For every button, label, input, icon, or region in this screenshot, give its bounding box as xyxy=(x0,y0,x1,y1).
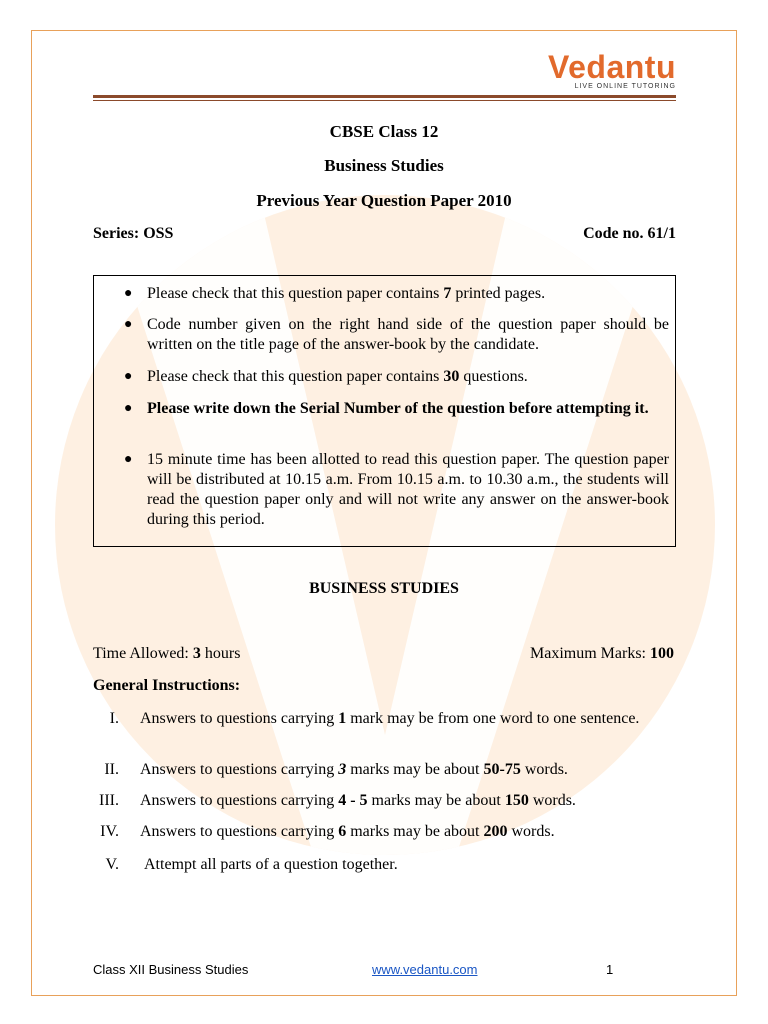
code-number: Code no. 61/1 xyxy=(583,225,676,242)
section-title: BUSINESS STUDIES xyxy=(309,580,459,597)
logo-tagline: LIVE ONLINE TUTORING xyxy=(574,83,676,90)
maximum-marks: Maximum Marks: 100 xyxy=(530,645,674,662)
notice-item: ● Please check that this question paper contains 30 questions. xyxy=(124,368,528,385)
instruction-item: I. Answers to questions carrying 1 mark may be from one word to one sentence. xyxy=(109,710,640,727)
general-instructions-title: General Instructions: xyxy=(93,677,241,694)
series-code-line xyxy=(93,225,676,243)
title-line-1: CBSE Class 12 xyxy=(329,122,439,141)
instruction-item: II. Answers to questions carrying 3 marks may be about 50-75 words. xyxy=(104,761,568,778)
vedantu-logo xyxy=(548,50,676,90)
logo-text: Vedantu xyxy=(548,49,676,85)
series-label: Series: OSS xyxy=(93,225,174,242)
footer-website-link[interactable]: www.vedantu.com xyxy=(372,962,478,977)
page-number: 1 xyxy=(606,962,614,977)
footer-left: Class XII Business Studies xyxy=(93,962,249,977)
instruction-item: IV. Answers to questions carrying 6 marks may be about 200 words. xyxy=(100,823,555,840)
notice-item: ● Please write down the Serial Number of the question before attempting it. xyxy=(124,400,649,417)
notice-item: ● Code number given on the right hand side of the question paper should be written on the title page of the answer-book by the candidate. xyxy=(124,316,669,353)
notice-item: ● 15 minute time has been allotted to read this question paper. The question paper will be distributed at 10.15 a.m. From 10.15 a.m. to 10.30 a.m., the students will read the question paper only and will not write any answer on the answer-book during this period. xyxy=(124,451,669,528)
header-rule-thin xyxy=(93,100,676,101)
title-line-3: Previous Year Question Paper 2010 xyxy=(256,191,512,210)
notice-item: ● Please check that this question paper contains 7 printed pages. xyxy=(124,285,546,302)
header-rule-thick xyxy=(93,95,676,98)
instruction-item: V. Attempt all parts of a question together. xyxy=(105,856,398,873)
time-marks-line xyxy=(93,645,674,663)
notice-box xyxy=(93,275,676,547)
title-line-2: Business Studies xyxy=(324,156,444,175)
time-allowed: Time Allowed: 3 hours xyxy=(93,645,241,662)
instruction-item: III. Answers to questions carrying 4 - 5 marks may be about 150 words. xyxy=(99,792,576,809)
